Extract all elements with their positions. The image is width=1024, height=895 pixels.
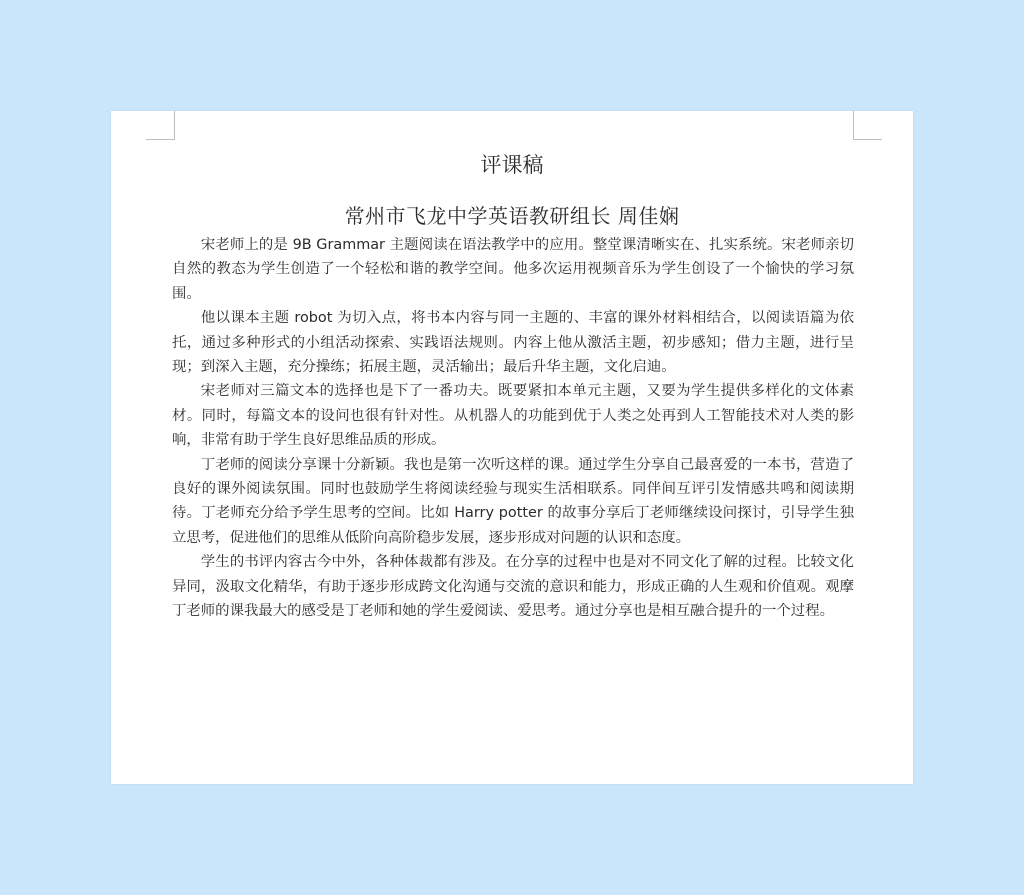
paragraph: 他以课本主题 robot 为切入点，将书本内容与同一主题的、丰富的课外材料相结合，以阅读语篇为依托，通过多种形式的小组活动探索、实践语法规则。内容上他从激活主题，初步感知；借力主题，进行呈现；到深入主题，充分操练；拓展主题，灵活输出；最后升华主题，文化启迪。 <box>172 310 854 376</box>
paragraph: 丁老师的阅读分享课十分新颖。我也是第一次听这样的课。通过学生分享自己最喜爱的一本书，营造了良好的课外阅读氛围。同时也鼓励学生将阅读经验与现实生活相联系。同伴间互评引发情感共鸣和阅读期待。丁老师充分给予学生思考的空间。比如 Harry potter 的故事分享后丁老师继续设问探讨，引导学生独立思考，促进他们的思维从低阶向高阶稳步发展，逐步形成对问题的认识和态度。 <box>172 456 854 546</box>
paragraph: 学生的书评内容古今中外，各种体裁都有涉及。在分享的过程中也是对不同文化了解的过程。比较文化异同，汲取文化精华，有助于逐步形成跨文化沟通与交流的意识和能力，形成正确的人生观和价值观。观摩丁老师的课我最大的感受是丁老师和她的学生爱阅读、爱思考。通过分享也是相互融合提升的一个过程。 <box>172 554 854 620</box>
margin-corner-mark-top-right <box>853 111 882 140</box>
paragraph: 宋老师对三篇文本的选择也是下了一番功夫。既要紧扣本单元主题，又要为学生提供多样化的文体素材。同时，每篇文本的设问也很有针对性。从机器人的功能到优于人类之处再到人工智能技术对人类的影响，非常有助于学生良好思维品质的形成。 <box>172 383 854 449</box>
document-subtitle: 常州市飞龙中学英语教研组长 周佳娴 <box>344 204 680 228</box>
paragraph: 宋老师上的是 9B Grammar 主题阅读在语法教学中的应用。整堂课清晰实在、扎实系统。宋老师亲切自然的教态为学生创造了一个轻松和谐的教学空间。他多次运用视频音乐为学生创设了一个愉快的学习氛围。 <box>172 237 854 302</box>
document-page <box>111 111 913 784</box>
margin-corner-mark-top-left <box>146 111 175 140</box>
document-title: 评课稿 <box>480 153 544 177</box>
document-body <box>172 233 854 624</box>
